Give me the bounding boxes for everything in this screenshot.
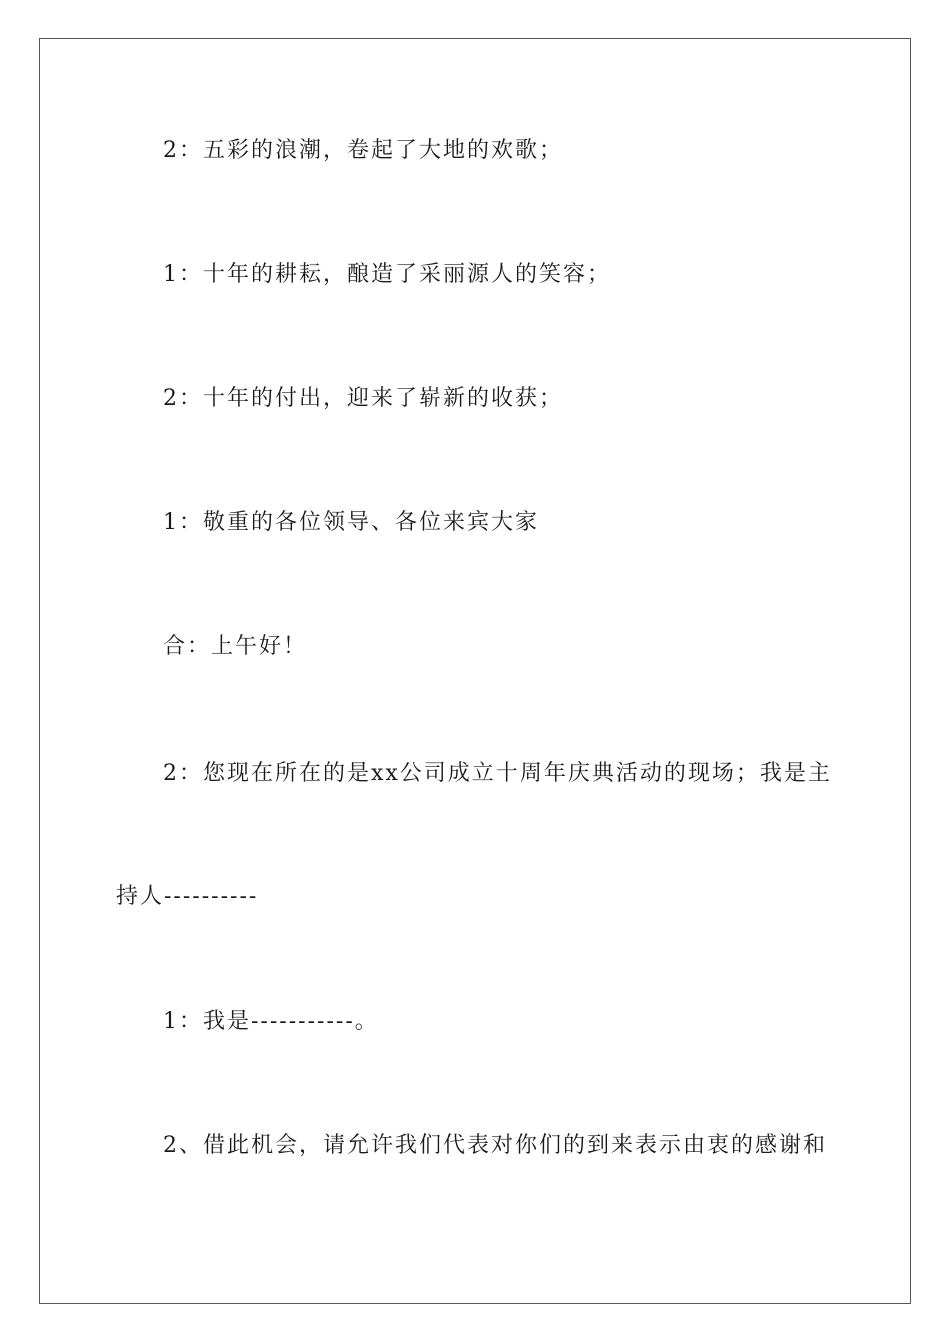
text-line: 1：敬重的各位领导、各位来宾大家 xyxy=(163,510,539,535)
text-line: 2：您现在所在的是xx公司成立十周年庆典活动的现场；我是主 xyxy=(163,761,832,786)
text-line: 2：五彩的浪潮，卷起了大地的欢歌； xyxy=(163,138,563,163)
text-line: 2：十年的付出，迎来了崭新的收获； xyxy=(163,386,563,411)
text-line: 2、借此机会，请允许我们代表对你们的到来表示由衷的感谢和 xyxy=(163,1133,827,1158)
text-line: 1：我是-----------。 xyxy=(163,1009,379,1034)
text-line: 合：上午好！ xyxy=(163,634,308,659)
text-line: 1：十年的耕耘，酿造了采丽源人的笑容； xyxy=(163,262,611,287)
text-line: 持人---------- xyxy=(116,884,259,909)
page-frame xyxy=(39,38,911,1304)
